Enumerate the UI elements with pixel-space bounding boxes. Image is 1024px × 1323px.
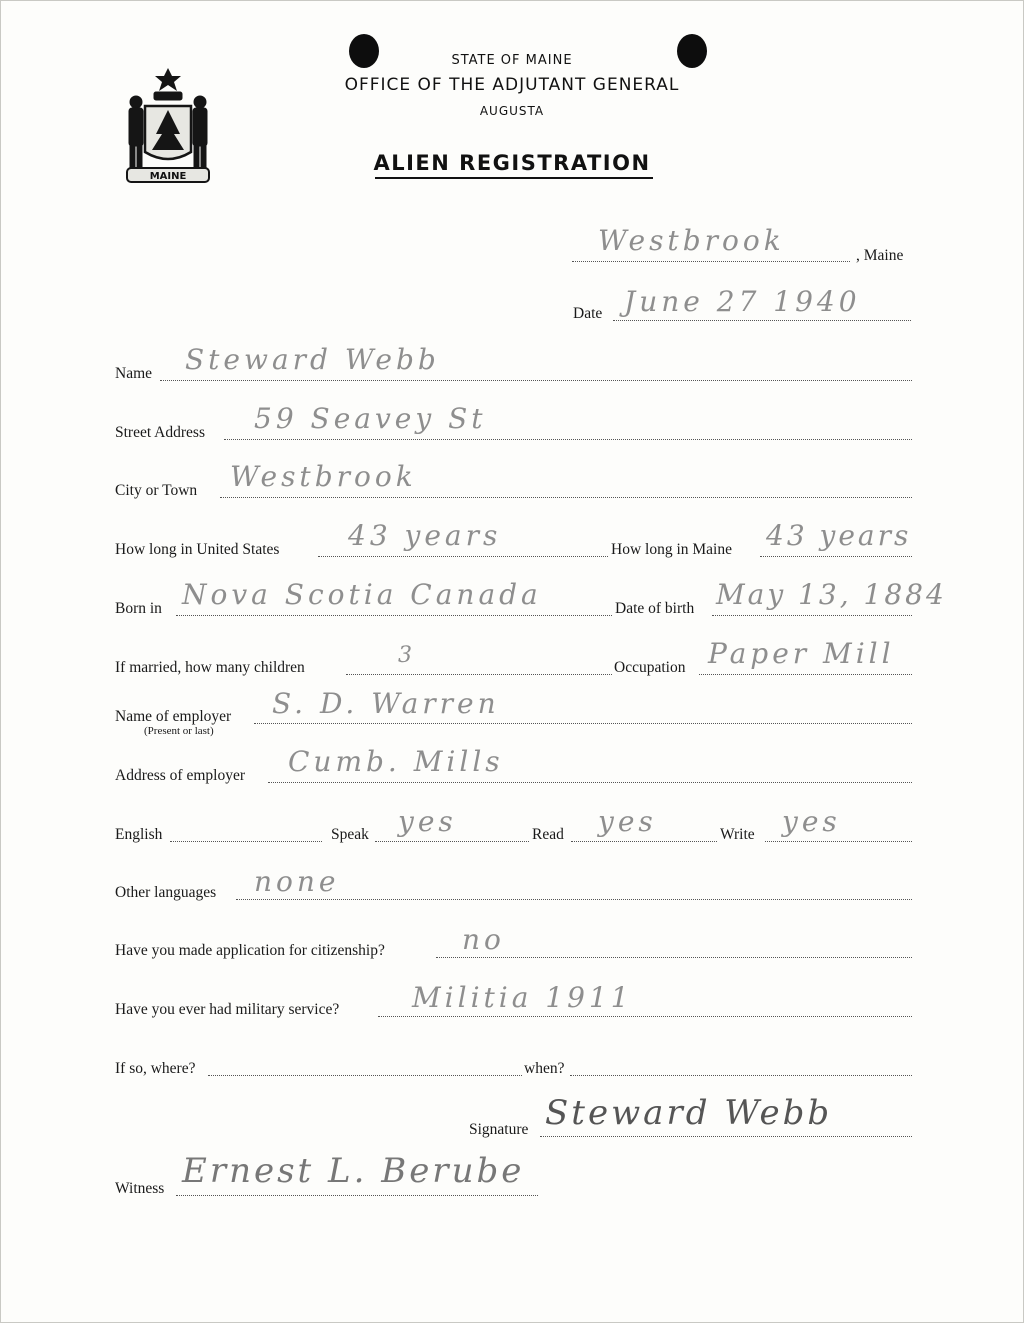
city-line — [220, 497, 912, 498]
witness-line — [176, 1195, 538, 1196]
read-label: Read — [532, 826, 564, 843]
occupation-line — [699, 674, 912, 675]
employer-entry: S. D. Warren — [272, 687, 500, 720]
name-entry: Steward Webb — [185, 343, 440, 376]
citizenship-entry: no — [462, 923, 505, 956]
place-line — [572, 261, 850, 262]
employer-label: Name of employer — [115, 708, 232, 725]
date-entry: June 27 1940 — [624, 285, 861, 318]
read-entry: yes — [598, 805, 657, 838]
children-label: If married, how many children — [115, 659, 305, 676]
name-line — [160, 380, 912, 381]
state-heading: STATE OF MAINE — [451, 53, 573, 68]
military-line — [378, 1016, 912, 1017]
date-line — [613, 320, 911, 321]
city-heading: AUGUSTA — [479, 104, 545, 118]
witness-label: Witness — [115, 1180, 165, 1197]
military-label: Have you ever had military service? — [115, 1001, 340, 1018]
street-entry: 59 Seavey St — [254, 402, 487, 435]
years-maine-line — [760, 556, 912, 557]
signature-line — [540, 1136, 912, 1137]
other-languages-entry: none — [254, 865, 340, 898]
signature-label: Signature — [469, 1121, 529, 1138]
signature-entry: Steward Webb — [545, 1093, 833, 1133]
place-entry: Westbrook — [598, 224, 785, 257]
english-line — [170, 841, 322, 842]
write-label: Write — [720, 826, 755, 843]
citizenship-line — [436, 957, 912, 958]
children-line — [346, 674, 612, 675]
born-line — [176, 615, 612, 616]
occupation-label: Occupation — [614, 659, 686, 676]
dob-entry: May 13, 1884 — [716, 578, 947, 611]
read-line — [571, 841, 717, 842]
born-entry: Nova Scotia Canada — [182, 578, 542, 611]
form-title: ALIEN REGISTRATION — [373, 151, 651, 175]
years-maine-label: How long in Maine — [611, 541, 732, 558]
dob-line — [712, 615, 912, 616]
street-line — [224, 439, 912, 440]
years-us-line — [318, 556, 608, 557]
employer-line — [254, 723, 912, 724]
seal-banner-text: MAINE — [149, 171, 187, 182]
born-label: Born in — [115, 600, 162, 617]
employer-address-entry: Cumb. Mills — [288, 745, 504, 778]
write-line — [765, 841, 912, 842]
name-label: Name — [115, 365, 153, 382]
employer-sublabel: (Present or last) — [144, 725, 214, 737]
other-languages-label: Other languages — [115, 884, 217, 901]
street-label: Street Address — [115, 424, 205, 441]
years-maine-entry: 43 years — [766, 519, 912, 552]
occupation-entry: Paper Mill — [708, 637, 895, 670]
citizenship-label: Have you made application for citizenship? — [115, 942, 385, 959]
employer-address-label: Address of employer — [115, 767, 245, 784]
dob-label: Date of birth — [615, 600, 695, 617]
place-suffix: , Maine — [856, 247, 904, 264]
speak-label: Speak — [331, 826, 369, 843]
witness-entry: Ernest L. Berube — [182, 1151, 525, 1191]
speak-line — [375, 841, 529, 842]
employer-address-line — [268, 782, 912, 783]
children-entry: 3 — [398, 643, 416, 668]
when-line — [570, 1075, 912, 1076]
speak-entry: yes — [398, 805, 457, 838]
years-us-label: How long in United States — [115, 541, 280, 558]
city-entry: Westbrook — [230, 460, 417, 493]
where-label: If so, where? — [115, 1060, 196, 1077]
date-label: Date — [573, 305, 603, 322]
city-label: City or Town — [115, 482, 198, 499]
when-label: when? — [524, 1060, 565, 1077]
write-entry: yes — [782, 805, 841, 838]
english-label: English — [115, 826, 163, 843]
years-us-entry: 43 years — [348, 519, 502, 552]
title-underline — [375, 177, 653, 179]
office-heading: OFFICE OF THE ADJUTANT GENERAL — [344, 75, 680, 95]
military-entry: Militia 1911 — [412, 981, 633, 1014]
other-languages-line — [236, 899, 912, 900]
where-line — [208, 1075, 522, 1076]
